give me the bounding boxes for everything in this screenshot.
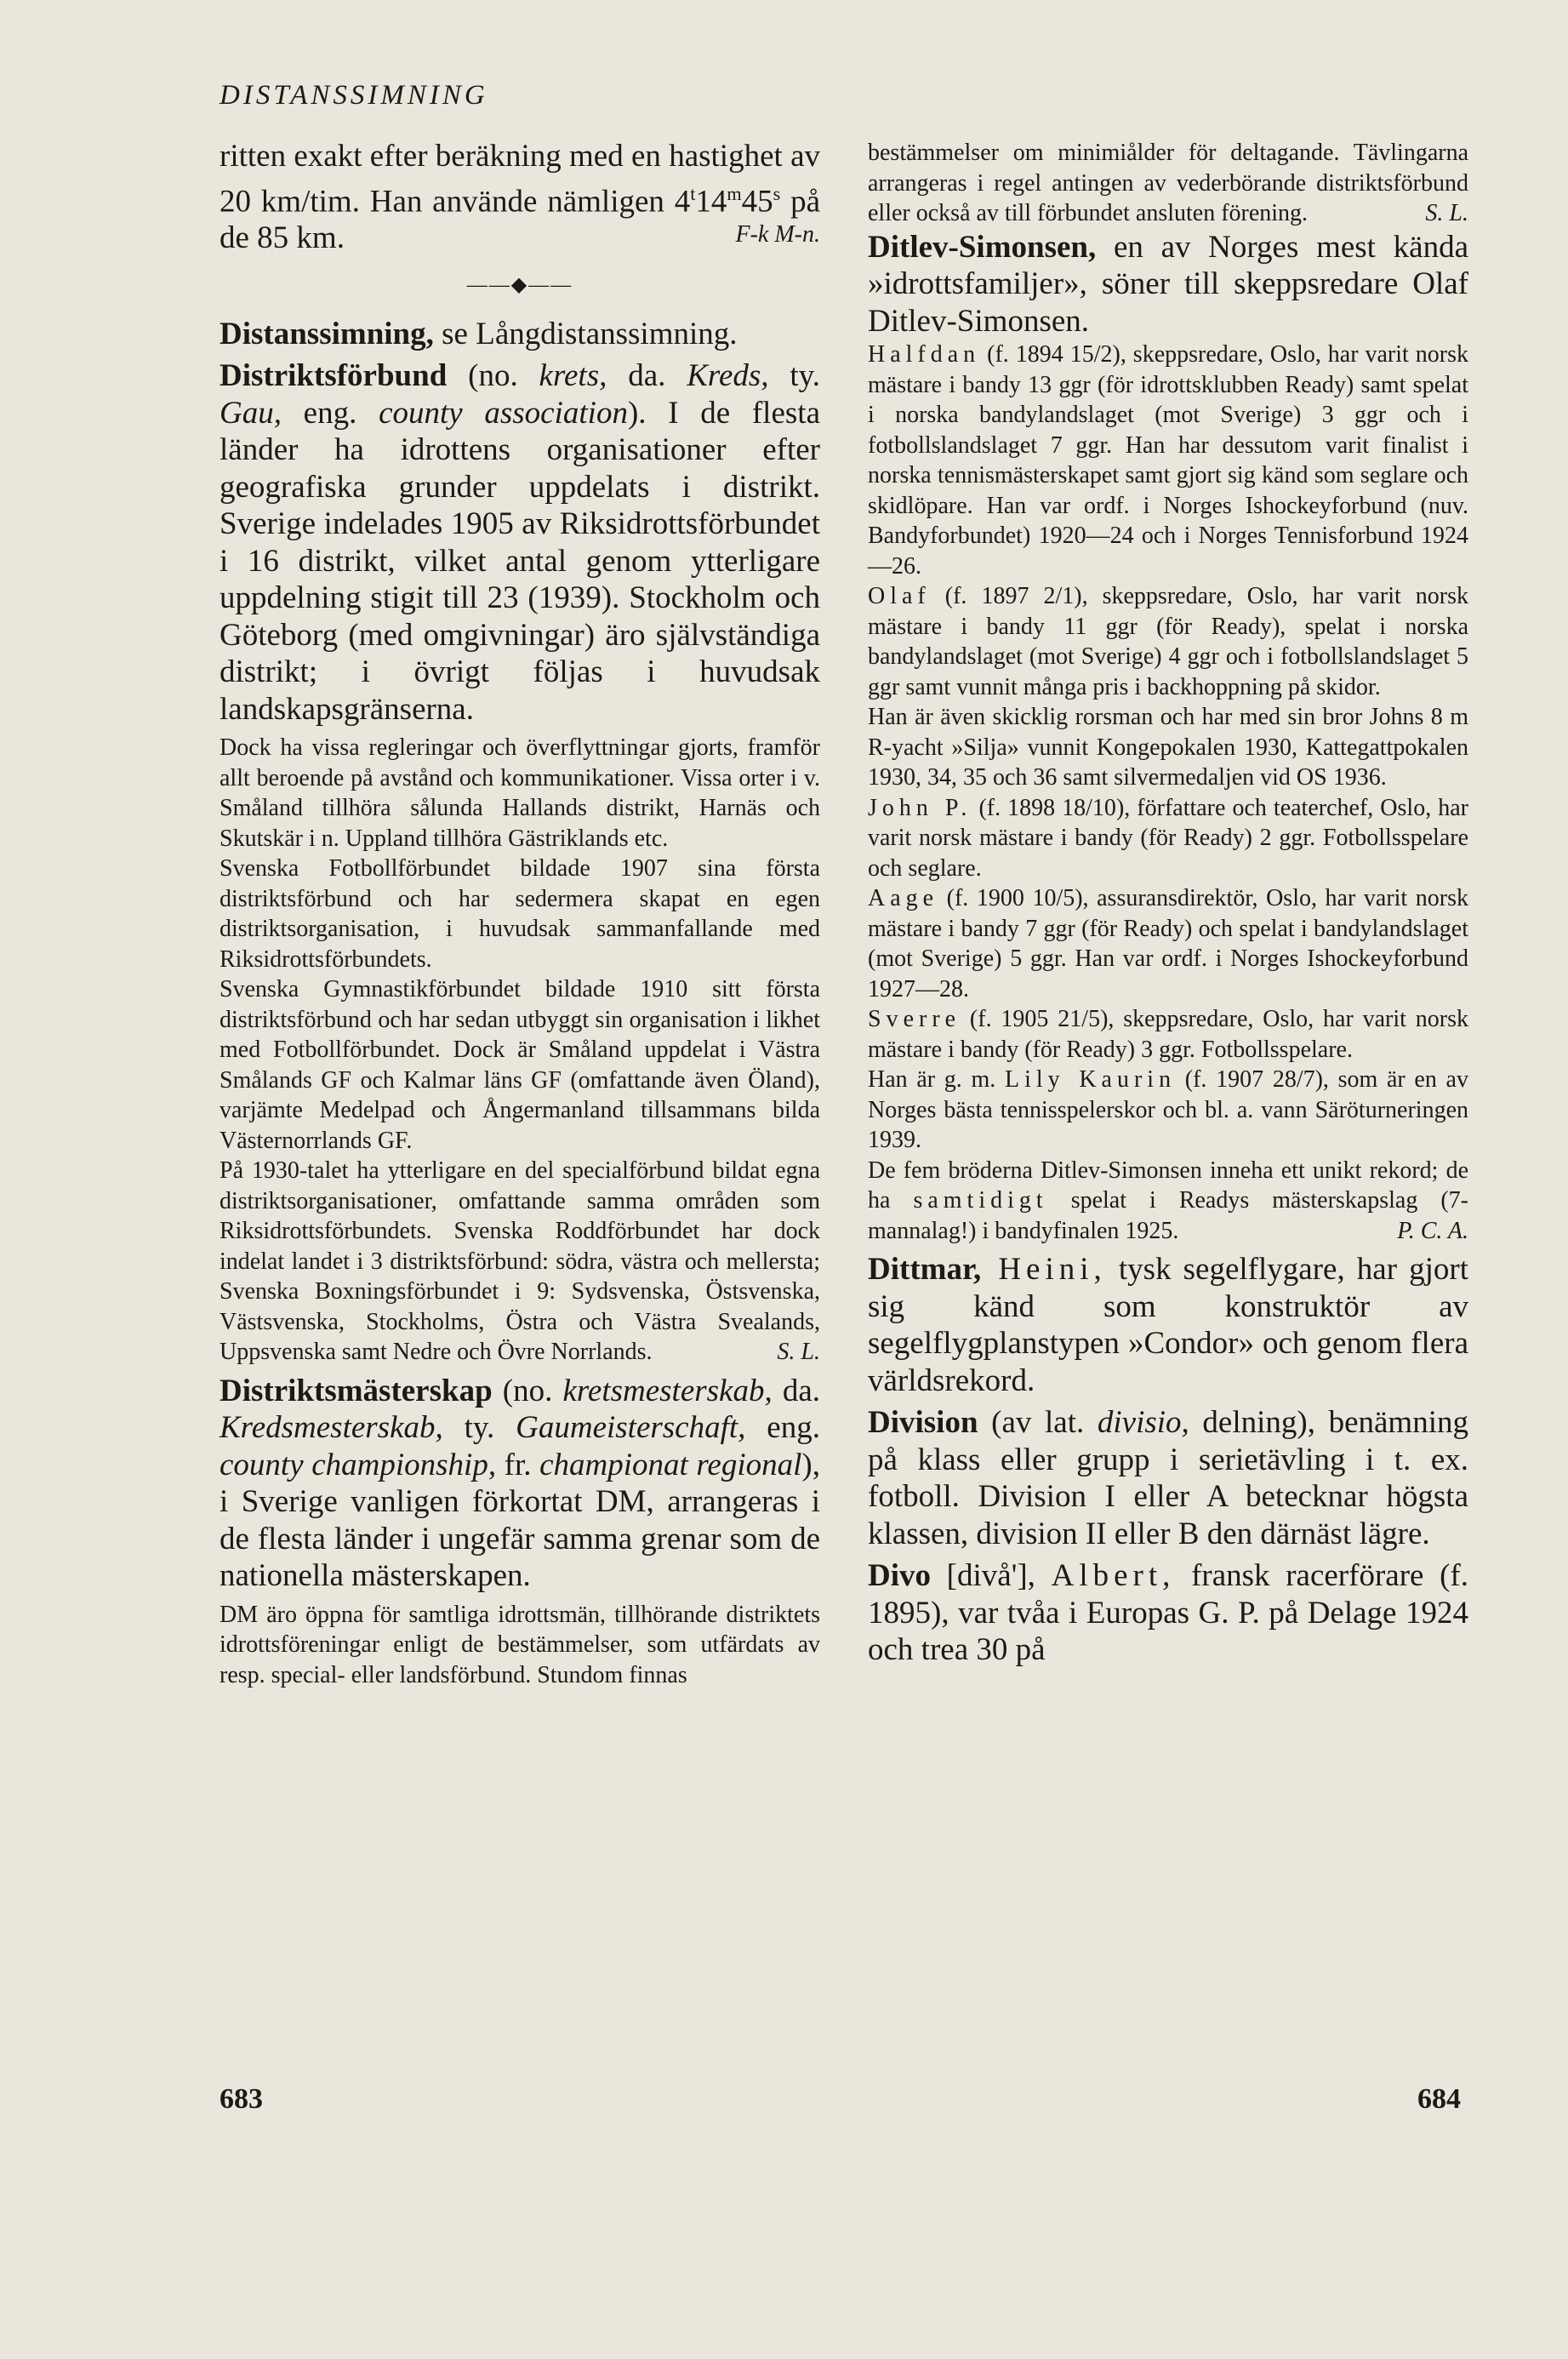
running-head: DISTANSSIMNING xyxy=(220,80,488,111)
entry-dittmar: Dittmar, Heini, tysk segelflygare, har gjort sig känd som konstruktör av segelflygplanstypen »Condor» och genom flera världsrekord. xyxy=(868,1252,1469,1398)
paragraph-olaf: Olaf (f. 1897 2/1), skeppsredare, Oslo, har varit norsk mästare i bandy 11 ggr (för Ready), spelat i norska bandylandslaget (mot Sverige) 4 ggr och i fotbollslandslaget 5 ggr samt vunnit många pris i backhoppning på skidor. xyxy=(868,583,1468,700)
author-signature: S. L. xyxy=(1425,200,1468,226)
person-name: Heini, xyxy=(981,1252,1107,1287)
paragraph-john: John P. (f. 1898 18/10), författare och teaterchef, Oslo, har varit norsk mästare i bandy (för Ready) 2 ggr. Fotbollsspelare och seglare. xyxy=(868,794,1468,882)
person-name: John P. xyxy=(868,794,972,821)
entry-distriktsforbund: Distriktsförbund (no. krets, da. Kreds, ty. Gau, eng. county association). I de flesta länder ha idrottens organisationer efter geografiska grunder uppdelats i distrikt. Sverige indelades 1905 av Riksidrottsförbundet i 16 distrikt, vilket antal genom ytterligare uppdelning stigit till 23 (1939). Stockholm och Göteborg (med omgivningar) äro självständiga distrikt; i övrigt följas i huvudsak landskapsgränserna. xyxy=(220,358,820,727)
entry-ditlev-simonsen: Ditlev-Simonsen, en av Norges mest kända »idrottsfamiljer», söner till skeppsredare Olaf Ditlev-Simonsen. xyxy=(868,229,1468,339)
author-signature: F-k M-n. xyxy=(735,221,820,248)
left-column xyxy=(220,138,820,1690)
headword: Ditlev-Simonsen, xyxy=(868,229,1097,265)
paragraph-aage: Aage (f. 1900 10/5), assuransdirektör, Oslo, har varit norsk mästare i bandy 7 ggr (för Ready) och spelat i bandylandslaget (mot Sverige) 5 ggr. Han var ordf. i Norges Ishockeyforbund 1927—28. xyxy=(868,885,1468,1002)
author-signature: P. C. A. xyxy=(1397,1217,1468,1244)
page-number-left: 683 xyxy=(220,2083,263,2115)
entry-distanssimning: Distanssimning, se Långdistanssimning. xyxy=(220,316,738,351)
headword: Divo xyxy=(868,1558,931,1593)
person-name: Halfdan xyxy=(868,341,981,368)
paragraph: Svenska Fotbollförbundet bildade 1907 sina första distriktsförbund och har sedermera skapat en egen distriktsorganisation, i huvudsak sammanfallande med Riksidrottsförbundets. xyxy=(220,855,820,973)
entry-continuation: ritten exakt efter beräkning med en hastighet av 20 km/tim. Han använde nämligen 4$^t$14$^m$45$^s$ på de 85 km. F-k M-n. xyxy=(220,139,820,256)
person-name: Aage xyxy=(868,885,939,911)
paragraph: Han är även skicklig rorsman och har med sin bror Johns 8 m R-yacht »Silja» vunnit Kongepokalen 1930, Kattegattpokalen 1930, 34, 35 och 36 samt silvermedaljen vid OS 1936. xyxy=(868,704,1468,791)
paragraph: Svenska Gymnastikförbundet bildade 1910 sitt första distriktsförbund och har sedan utbyggt sin organisation i likhet med Fotbollförbundet. Dock är Småland uppdelat i Västra Smålands GF och Kalmar läns GF (omfattande även Öland), varjämte Medelpad och Ångermanland tillsammans bilda Västernorrlands GF. xyxy=(220,976,820,1154)
paragraph-halfdan: Halfdan (f. 1894 15/2), skeppsredare, Oslo, har varit norsk mästare i bandy 13 ggr (för idrottsklubben Ready) samt spelat i norska bandylandslaget (mot Sverige) 3 ggr och i fotbollslandslaget 7 ggr. Han har dessutom varit finalist i norska tennismästerskapet samt gjort sig känd som seglare och skidlöpare. Han var ordf. i Norges Ishockeyforbund (nuv. Bandyforbundet) 1920—24 och i Norges Tennisforbund 1924—26. xyxy=(868,341,1468,580)
entry-division: Division (av lat. divisio, delning), benämning på klass eller grupp i serietävling i t. ex. fotboll. Division I eller A betecknar högsta klassen, division II eller B den därnäst lägre. xyxy=(868,1405,1468,1551)
right-column xyxy=(868,138,1468,1669)
entry-distriktsmasterskap: Distriktsmästerskap (no. kretsmesterskab, da. Kredsmesterskab, ty. Gaumeisterschaft, eng. county championship, fr. championat regional), i Sverige vanligen förkortat DM, arrangeras i de flesta länder i ungefär samma grenar som de nationella mästerskapen. xyxy=(220,1373,820,1594)
entry-continuation: bestämmelser om minimiålder för deltagande. Tävlingarna arrangeras i regel antingen av vederbörande distriktsförbund eller också av till förbundet ansluten förening. S. L. xyxy=(868,138,1468,229)
paragraph: De fem bröderna Ditlev-Simonsen inneha ett unikt rekord; de ha samtidigt spelat i Readys mästerskapslag (7-mannalag!) i bandyfinalen 1925. P. C. A. xyxy=(868,1156,1468,1247)
person-name: Olaf xyxy=(868,583,931,609)
headword: Distriktsmästerskap xyxy=(220,1373,493,1408)
paragraph-sverre: Sverre (f. 1905 21/5), skeppsredare, Oslo, har varit norsk mästare i bandy (för Ready) 3 ggr. Fotbollsspelare. xyxy=(868,1006,1469,1063)
person-name: Sverre xyxy=(868,1006,961,1032)
headword: Division xyxy=(868,1405,978,1440)
headword: Distanssimning, xyxy=(220,316,434,351)
paragraph: Han är g. m. Lily Kaurin (f. 1907 28/7), som är en av Norges bästa tennisspelerskor och bl. a. vann Säröturneringen 1939. xyxy=(868,1066,1468,1153)
page-number-right: 684 xyxy=(1417,2083,1461,2115)
person-name: Lily Kaurin xyxy=(1004,1066,1177,1093)
entry-divo: Divo [divå'], Albert, fransk racerförare (f. 1895), var tvåa i Europas G. P. på Delage 1924 och trea 30 på xyxy=(868,1558,1469,1667)
paragraph: Dock ha vissa regleringar och överflyttningar gjorts, framför allt beroende på avstånd och kommunikationer. Vissa orter i v. Småland tillhöra sålunda Hallands distrikt, Harnäs och Skutskär i n. Uppland tillhöra Gästriklands etc. xyxy=(220,734,820,852)
author-signature: S. L. xyxy=(777,1339,820,1366)
headword: Distriktsförbund xyxy=(220,358,448,394)
person-name: Albert, xyxy=(1051,1558,1176,1593)
section-divider: ——◆—— xyxy=(466,273,573,296)
paragraph: På 1930-talet ha ytterligare en del specialförbund bildat egna distriktsorganisationer, omfattande samma områden som Riksidrottsförbundets. Svenska Roddförbundet har dock indelat landet i 3 distriktsförbund: södra, västra och mellersta; Svenska Boxningsförbundet i 9: Sydsvenska, Östsvenska, Västsvenska, Stockholms, Östra och Västra Svealands, Uppsvenska samt Nedre och Övre Norrlands. S. L. xyxy=(220,1156,820,1368)
paragraph: DM äro öppna för samtliga idrottsmän, tillhörande distriktets idrottsföreningar enligt de bestämmelser, som utfärdats av resp. special- eller landsförbund. Stundom finnas xyxy=(220,1601,820,1688)
headword: Dittmar, xyxy=(868,1252,982,1287)
